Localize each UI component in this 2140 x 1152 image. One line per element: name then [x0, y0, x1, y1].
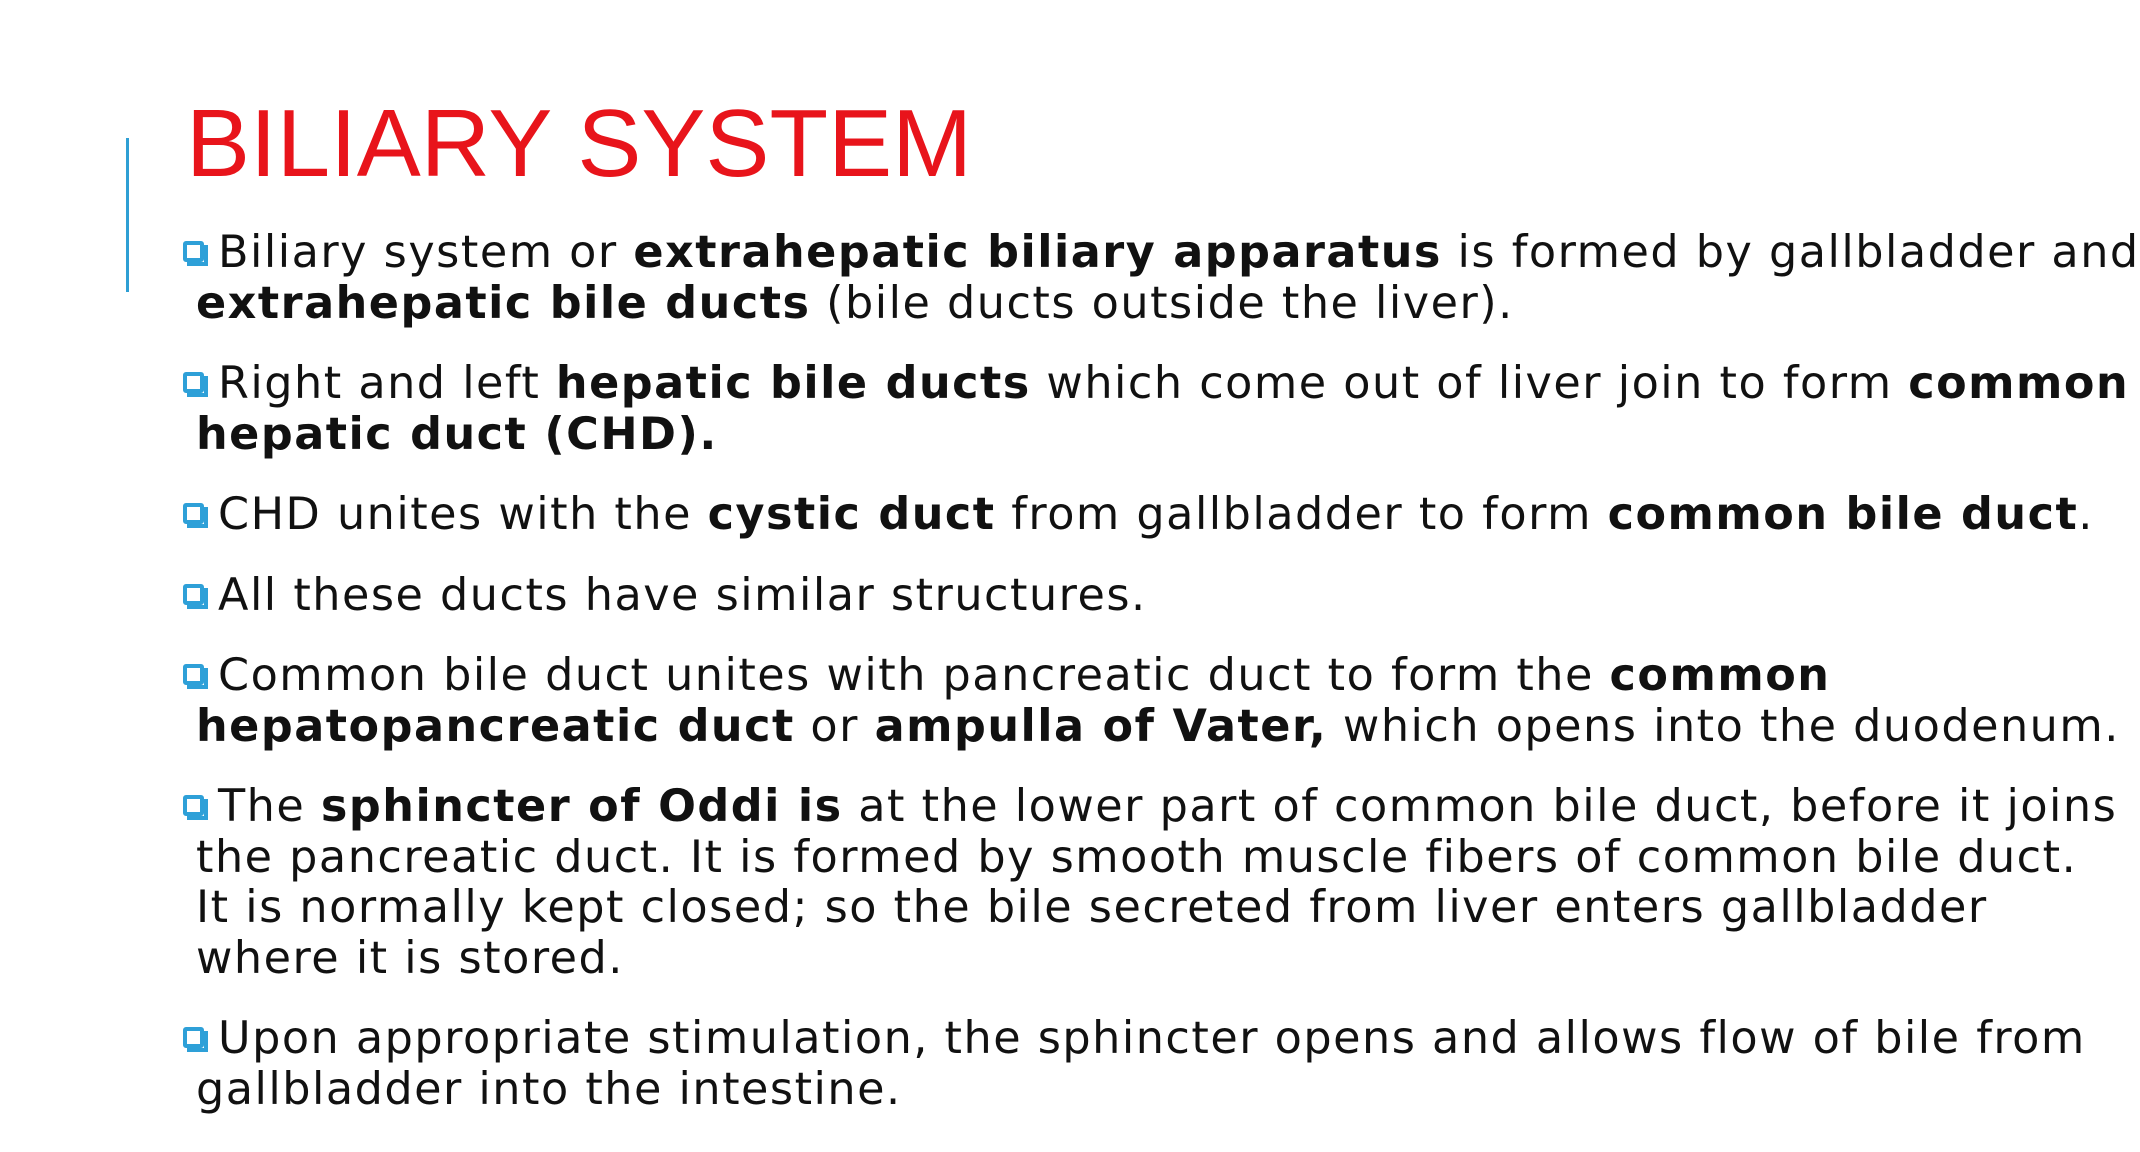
bullet-text: or: [794, 700, 875, 752]
bullet-line: [196, 1065, 2026, 1116]
bullet-text: The: [218, 781, 321, 832]
accent-line: [126, 138, 129, 292]
bold-term: extrahepatic biliary apparatus: [633, 227, 1442, 278]
bold-term: hepatopancreatic duct: [196, 700, 795, 752]
bullet-text: from gallbladder to form: [995, 489, 1608, 540]
bullet-text: (bile ducts outside the liver).: [810, 277, 1514, 329]
bullet-line: [196, 227, 2140, 279]
bullet-item: [186, 489, 2094, 541]
bullet-line: [196, 831, 2078, 884]
bold-term: hepatic bile ducts: [555, 358, 1031, 409]
checkbox-bullet-icon: [183, 372, 204, 393]
bullet-text: It is normally kept closed; so the bile secreted from liver enters gallbladder: [196, 882, 1988, 933]
bullet-text: Biliary system or: [218, 227, 634, 278]
bullet-text: the pancreatic duct. It is formed by smooth muscle fibers of common bile duct.: [196, 831, 2078, 883]
bold-term: ampulla of Vater,: [874, 700, 1328, 752]
bullet-item: [186, 650, 2120, 752]
checkbox-bullet-icon: [183, 503, 204, 524]
bullet-text: at the lower part of common bile duct, before it joins: [842, 781, 2118, 832]
bullet-text: where it is stored.: [196, 932, 624, 984]
bullet-line: [196, 410, 2026, 461]
bullet-text: .: [2078, 489, 2094, 540]
bullet-line: [196, 279, 2026, 330]
bullet-line: [196, 700, 2120, 753]
bullet-item: [186, 358, 2130, 460]
bold-term: common bile duct: [1607, 489, 2079, 540]
checkbox-bullet-icon: [183, 241, 204, 262]
bullet-item: [186, 1013, 2086, 1115]
bold-term: extrahepatic bile ducts: [196, 277, 811, 329]
bold-term: common: [1908, 358, 2130, 409]
bullet-line: [196, 1013, 2086, 1065]
bullet-text: CHD unites with the: [218, 489, 708, 540]
checkbox-bullet-icon: [183, 584, 204, 605]
checkbox-bullet-icon: [183, 664, 204, 685]
bullet-text: is formed by gallbladder and: [1441, 227, 2140, 278]
bullet-line: [196, 651, 2026, 702]
bullet-text: gallbladder into the intestine.: [196, 1063, 902, 1115]
bullet-line: [196, 358, 2130, 410]
bullet-text: Right and left: [218, 358, 556, 409]
bullet-text: Upon appropriate stimulation, the sphincter opens and allows flow of bile from: [218, 1013, 2086, 1064]
checkbox-bullet-icon: [183, 1027, 204, 1048]
bullet-text: which opens into the duodenum.: [1327, 700, 2120, 752]
bullet-list: [186, 227, 2140, 1145]
bullet-text: All these ducts have similar structures.: [218, 569, 1147, 621]
bold-term: common: [1609, 650, 1831, 701]
bullet-item: [186, 781, 2118, 984]
checkbox-bullet-icon: [183, 795, 204, 816]
bullet-item: [186, 571, 2026, 622]
slide-title: BILIARY SYSTEM: [186, 90, 973, 197]
bullet-text: Common bile duct unites with pancreatic duct to form the: [218, 650, 1610, 701]
bullet-line: [196, 571, 2026, 622]
bold-term: sphincter of Oddi is: [320, 781, 843, 832]
bullet-text: which come out of liver join to form: [1030, 358, 1909, 409]
bullet-item: [186, 227, 2140, 329]
bullet-line: [196, 781, 2118, 833]
bullet-line: [196, 489, 2094, 541]
bold-term: cystic duct: [707, 489, 996, 540]
bold-term: hepatic duct (CHD).: [196, 408, 718, 460]
bullet-line: [196, 934, 2026, 985]
bullet-line: [196, 883, 2026, 934]
